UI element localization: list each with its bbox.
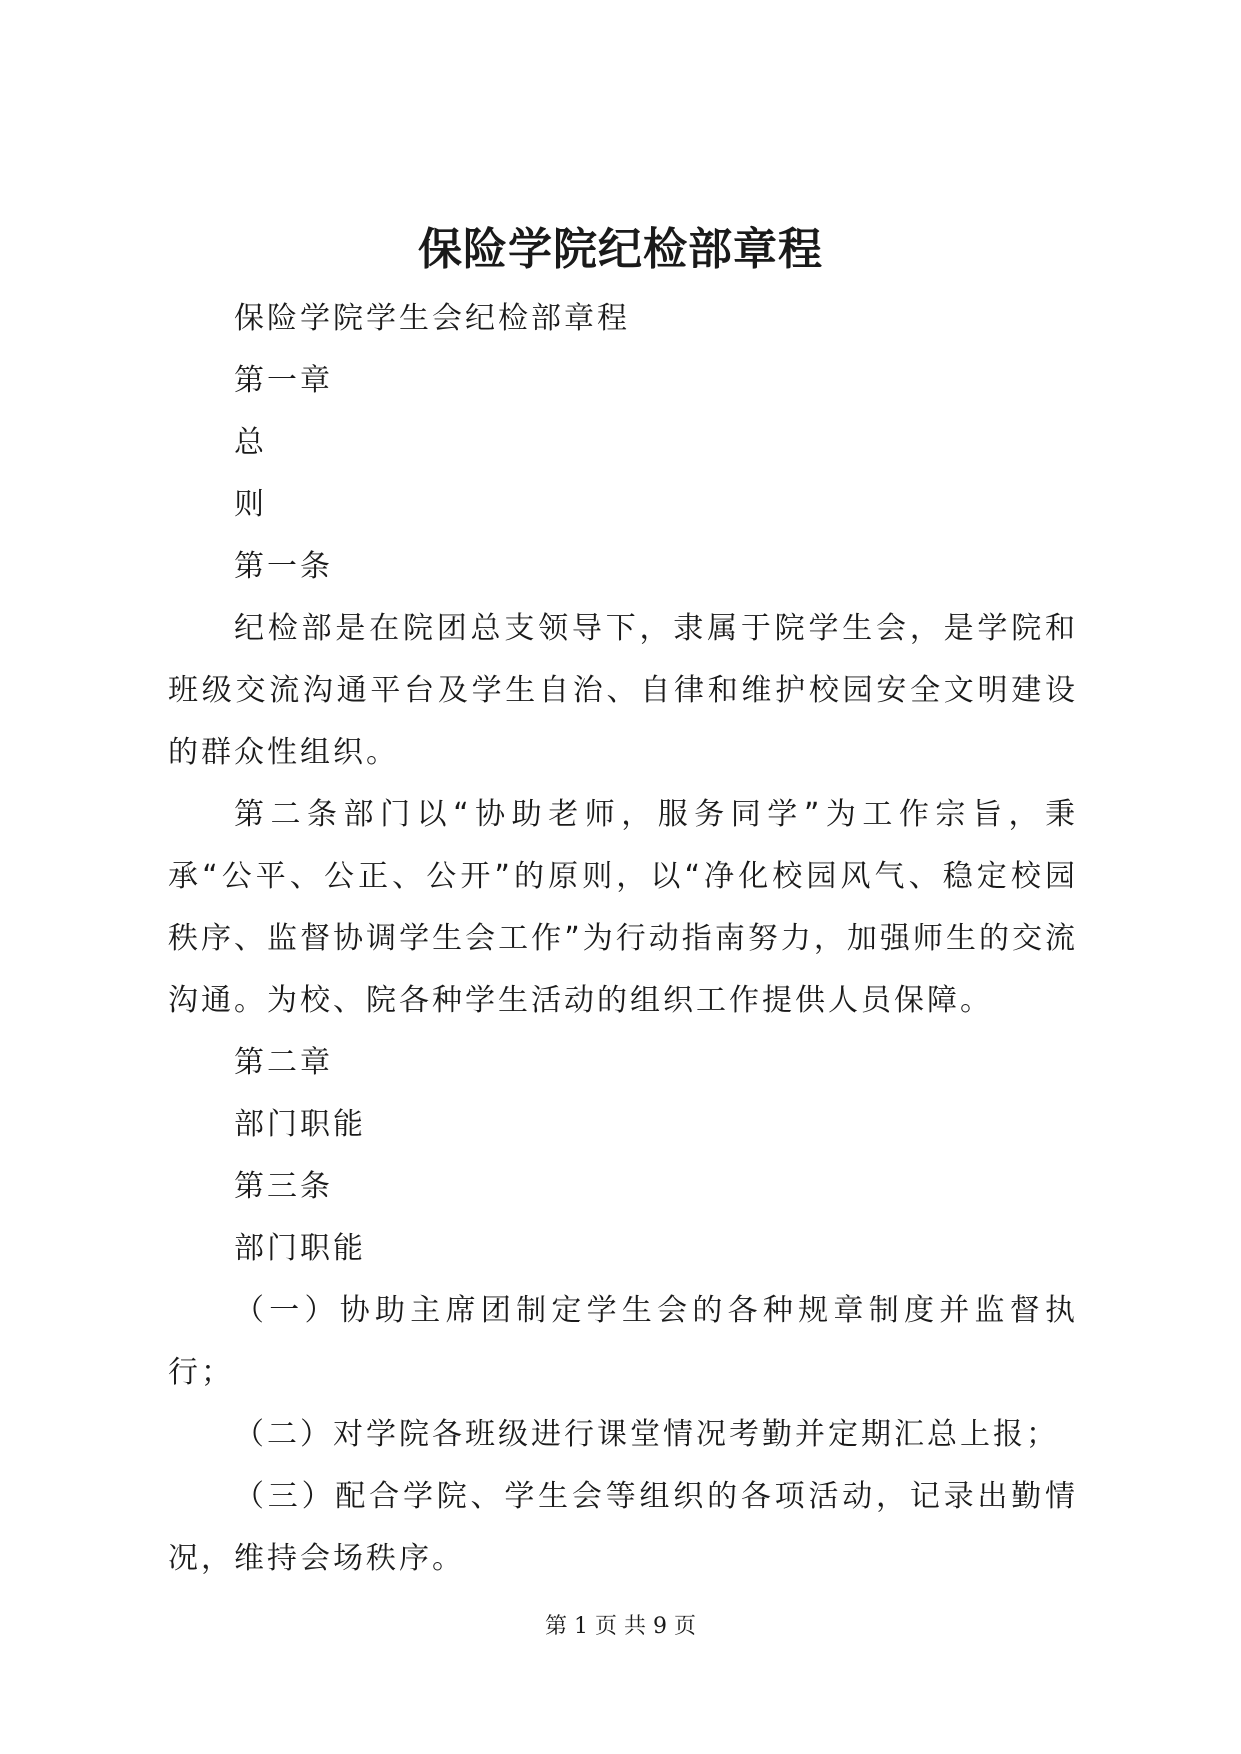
paragraph-chapter-2-name: 部门职能 — [234, 1107, 366, 1142]
paragraph-item-2: （二）对学院各班级进行课堂情况考勤并定期汇总上报； — [234, 1417, 1059, 1452]
paragraph-article-2-text: 第二条部门以“协助老师，服务同学”为工作宗旨，秉承“公平、公正、公开”的原则，以“净化校园风气、稳定校园秩序、监督协调学生会工作”为行动指南努力，加强师生的交流沟通。为校、院各种学生活动的组织工作提供人员保障。 — [168, 797, 1078, 1018]
paragraph-article-3: 第三条 — [234, 1169, 333, 1204]
paragraph-chapter-1-name-part-2: 则 — [234, 487, 267, 522]
paragraph-chapter-2: 第二章 — [234, 1045, 333, 1080]
paragraph-subtitle: 保险学院学生会纪检部章程 — [234, 301, 630, 336]
paragraph-chapter-1-name-part-1: 总 — [234, 425, 267, 460]
document-body — [168, 288, 1078, 1590]
paragraph-chapter-1: 第一章 — [234, 363, 333, 398]
paragraph-item-3: （三）配合学院、学生会等组织的各项活动，记录出勤情况，维持会场秩序。 — [168, 1479, 1078, 1576]
paragraph-article-1: 第一条 — [234, 549, 333, 584]
paragraph-item-1: （一）协助主席团制定学生会的各种规章制度并监督执行； — [168, 1293, 1078, 1390]
paragraph-article-3-heading: 部门职能 — [234, 1231, 366, 1266]
document-title: 保险学院纪检部章程 — [418, 224, 823, 275]
paragraph-article-1-text: 纪检部是在院团总支领导下，隶属于院学生会，是学院和班级交流沟通平台及学生自治、自律和维护校园安全文明建设的群众性组织。 — [168, 611, 1078, 770]
page-footer: 第 1 页 共 9 页 — [545, 1614, 696, 1639]
